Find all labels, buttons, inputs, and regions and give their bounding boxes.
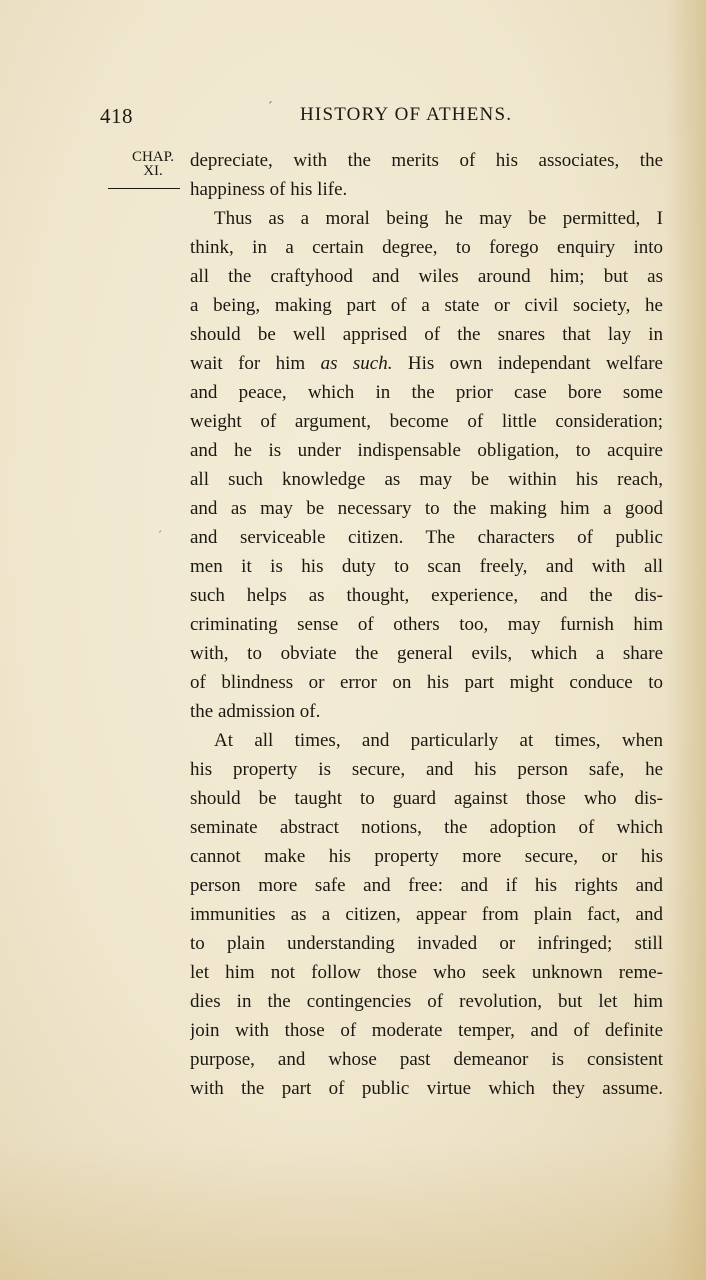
text-line: weight of argument, become of little consideration;	[190, 411, 663, 432]
text-line: such helps as thought, experience, and the dis-	[190, 585, 663, 606]
text-line: happiness of his life.	[190, 179, 348, 200]
text-line: purpose, and whose past demeanor is consistent	[190, 1049, 663, 1070]
text-line: a being, making part of a state or civil society, he	[190, 295, 663, 316]
text-line: depreciate, with the merits of his associates, the	[190, 150, 663, 171]
text-line: of blindness or error on his part might conduce to	[190, 672, 663, 693]
italic-phrase: as such.	[320, 353, 393, 374]
page-number: 418	[100, 104, 133, 128]
text-line: criminating sense of others too, may furnish him	[190, 614, 663, 635]
text-line: all such knowledge as may be within his reach,	[190, 469, 663, 490]
text-line: think, in a certain degree, to forego enquiry into	[190, 237, 663, 258]
stray-ink-mark: ˊ	[158, 528, 162, 542]
text-line: let him not follow those who seek unknown reme-	[190, 962, 663, 983]
body-text	[190, 146, 663, 1103]
text-line: his property is secure, and his person safe, he	[190, 759, 663, 780]
text-segment: wait for him	[190, 353, 321, 374]
text-line	[190, 349, 663, 378]
text-line: should be well apprised of the snares that lay in	[190, 324, 663, 345]
text-line: to plain understanding invaded or infringed; still	[190, 933, 663, 954]
page-bottom-shading	[0, 1140, 706, 1280]
text-line: and peace, which in the prior case bore some	[190, 382, 663, 403]
page-edge-shading	[666, 0, 706, 1280]
text-line: join with those of moderate temper, and of definite	[190, 1020, 663, 1041]
text-line: all the craftyhood and wiles around him; but as	[190, 266, 663, 287]
text-line: seminate abstract notions, the adoption of which	[190, 817, 663, 838]
text-line: and he is under indispensable obligation, to acquire	[190, 440, 663, 461]
text-line: the admission of.	[190, 701, 321, 722]
text-line: and as may be necessary to the making him a good	[190, 498, 663, 519]
text-line: and serviceable citizen. The characters of public	[190, 527, 663, 548]
page-header	[0, 100, 706, 136]
text-line: Thus as a moral being he may be permitted, I	[214, 208, 663, 229]
text-line: At all times, and particularly at times, when	[214, 730, 663, 751]
text-line: dies in the contingencies of revolution, but let him	[190, 991, 663, 1012]
running-head: HISTORY OF ATHENS.	[300, 104, 513, 125]
chapter-label: CHAP.	[131, 149, 175, 165]
text-line: should be taught to guard against those who dis-	[190, 788, 663, 809]
text-line: with, to obviate the general evils, which a share	[190, 643, 663, 664]
chapter-margin-note	[117, 150, 189, 178]
pencil-tick-mark: ˊ	[268, 100, 273, 115]
text-line: immunities as a citizen, appear from plain fact, and	[190, 904, 663, 925]
chapter-rule	[108, 188, 180, 189]
text-line: with the part of public virtue which they assume.	[190, 1078, 663, 1099]
text-segment: His own independant welfare	[392, 353, 663, 374]
text-line: person more safe and free: and if his rights and	[190, 875, 663, 896]
text-line: cannot make his property more secure, or his	[190, 846, 663, 867]
text-line: men it is his duty to scan freely, and with all	[190, 556, 663, 577]
chapter-number: XI.	[143, 163, 163, 179]
